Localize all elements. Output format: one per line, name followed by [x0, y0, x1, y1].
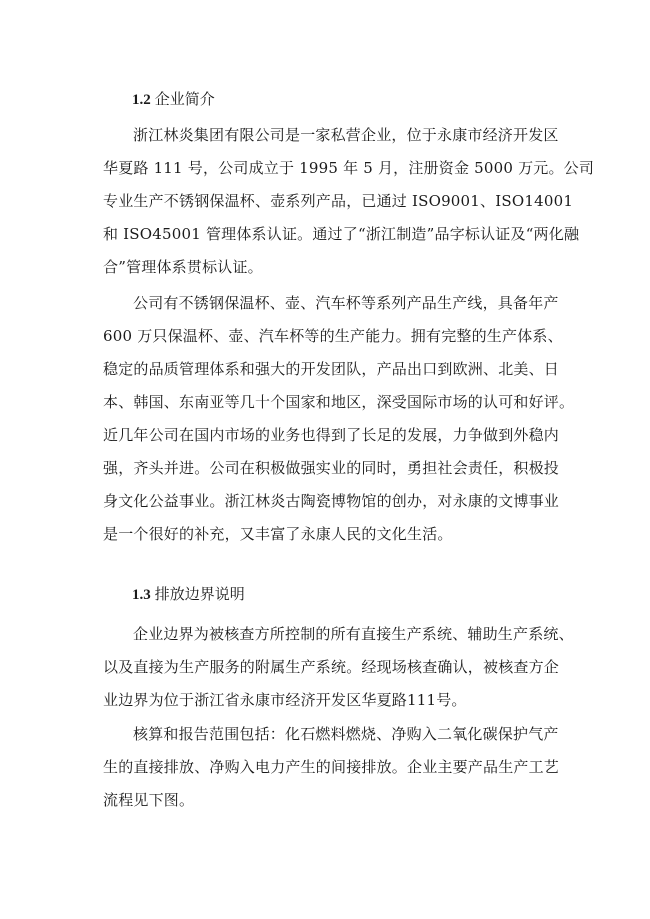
section-title: 排放边界说明 [154, 585, 245, 603]
section-heading-1-3 [132, 584, 245, 605]
text-line: 是一个很好的补充，又丰富了永康人民的文化生活。 [103, 525, 453, 543]
paragraph-company-overview [103, 119, 595, 284]
text-line: 以及直接为生产服务的附属生产系统。经现场核查确认，被核查方企 [103, 658, 560, 676]
text-line: 公司有不锈钢保温杯、壶、汽车杯等系列产品生产线，具备年产 [133, 294, 559, 312]
section-number: 1.3 [132, 587, 151, 603]
paragraph-production-capacity [103, 287, 575, 551]
text-line: 和 ISO45001 管理体系认证。通过了“浙江制造”品字标认证及“两化融 [103, 225, 580, 243]
text-line: 近几年公司在国内市场的业务也得到了长足的发展，力争做到外稳内 [103, 426, 560, 444]
text-line: 强，齐头并进。公司在积极做强实业的同时，勇担社会责任，积极投 [103, 459, 560, 477]
section-number: 1.2 [132, 92, 151, 108]
text-line: 流程见下图。 [103, 791, 195, 809]
text-line: 企业边界为被核查方所控制的所有直接生产系统、辅助生产系统、 [133, 625, 574, 643]
text-line: 核算和报告范围包括：化石燃料燃烧、净购入二氧化碳保护气产 [133, 725, 559, 743]
text-line: 600 万只保温杯、壶、汽车杯等的生产能力。拥有完整的生产体系、 [103, 327, 563, 345]
text-line: 专业生产不锈钢保温杯、壶系列产品，已通过 ISO9001、ISO14001 [103, 192, 574, 210]
text-line: 本、韩国、东南亚等几十个国家和地区，深受国际市场的认可和好评。 [103, 393, 575, 411]
text-line: 合”管理体系贯标认证。 [103, 258, 263, 276]
section-heading-1-2 [132, 89, 215, 110]
text-line: 身文化公益事业。浙江林炎古陶瓷博物馆的创办，对永康的文博事业 [103, 492, 560, 510]
paragraph-boundary-definition [103, 618, 574, 717]
section-title: 企业简介 [154, 90, 215, 108]
text-line: 业边界为位于浙江省永康市经济开发区华夏路111号。 [103, 691, 467, 709]
text-line: 华夏路 111 号，公司成立于 1995 年 5 月，注册资金 5000 万元。公司 [103, 159, 595, 177]
text-line: 稳定的品质管理体系和强大的开发团队，产品出口到欧洲、北美、日 [103, 360, 560, 378]
paragraph-reporting-scope [103, 718, 559, 817]
text-line: 浙江林炎集团有限公司是一家私营企业，位于永康市经济开发区 [133, 126, 559, 144]
text-line: 生的直接排放、净购入电力产生的间接排放。企业主要产品生产工艺 [103, 758, 560, 776]
